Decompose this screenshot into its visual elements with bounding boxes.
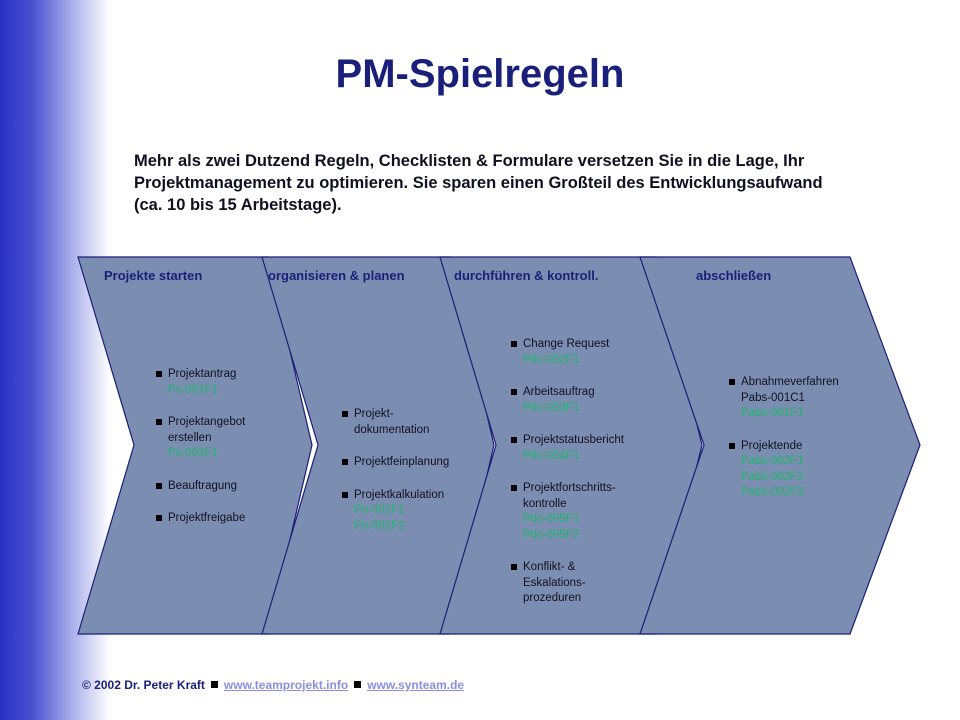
list-item-text: Arbeitsauftrag xyxy=(523,386,595,398)
list-item-text: Projektfeinplanung xyxy=(354,456,450,468)
list-item xyxy=(511,337,661,368)
list-item xyxy=(156,367,286,398)
form-code: Pabs-002F3 xyxy=(741,486,804,498)
list-item-text: Beauftragung xyxy=(168,479,238,492)
list-item-text: Abnahmeverfahren Pabs-001C1 xyxy=(741,376,839,404)
form-code: Ps-002F1 xyxy=(168,447,218,459)
form-code: Pabs-001F1 xyxy=(741,407,804,419)
square-bullet-icon xyxy=(342,459,348,465)
square-bullet-icon xyxy=(156,483,162,489)
footer-link-synteam[interactable]: www.synteam.de xyxy=(367,678,465,692)
form-code: Ps-001F1 xyxy=(168,383,218,396)
square-bullet-icon xyxy=(156,371,162,377)
list-item-text: Projektstatusbericht xyxy=(523,434,624,446)
footer xyxy=(82,678,464,692)
form-code: Pdc-004F1 xyxy=(523,449,580,462)
list-item xyxy=(511,560,661,607)
square-bullet-icon xyxy=(511,389,517,395)
page-title: PM-Spielregeln xyxy=(335,52,625,96)
form-code: Pabs-002F2 xyxy=(741,470,804,483)
footer-link-teamprojekt[interactable]: www.teamprojekt.info xyxy=(223,678,349,692)
square-bullet-icon xyxy=(156,419,162,425)
list-item xyxy=(156,511,286,527)
list-item-text: Projektfortschritts- kontrolle xyxy=(523,482,616,510)
form-code: Pdc-005F2 xyxy=(523,528,580,541)
square-bullet-icon xyxy=(511,564,517,570)
square-bullet-icon xyxy=(511,485,517,491)
list-item-text: Konflikt- & Eskalations- prozeduren xyxy=(523,561,586,604)
list-item xyxy=(511,481,661,543)
footer-separator-icon xyxy=(211,681,218,688)
phase-label-1: Projekte starten xyxy=(104,268,203,283)
list-item-text: Projektfreigabe xyxy=(168,512,246,524)
form-code: Pabs-002F1 xyxy=(741,455,804,467)
form-code: Po-002F2 xyxy=(354,519,405,532)
list-item-text: Change Request xyxy=(523,338,610,350)
square-bullet-icon xyxy=(729,443,735,449)
list-item xyxy=(511,433,661,464)
list-item xyxy=(156,415,286,462)
list-item xyxy=(342,407,477,438)
list-item-text: Projektantrag xyxy=(168,368,237,380)
list-item-text: Projektangebot erstellen xyxy=(168,416,246,444)
intro-text: Mehr als zwei Dutzend Regeln, Checklisten & Formulare versetzen Sie in die Lage, Ihr Projektmanagement zu optimieren. Sie sparen einen Großteil des Entwicklungsaufwand (ca. 10 bis 15 Arbeitstage). xyxy=(134,152,823,214)
square-bullet-icon xyxy=(156,515,162,521)
list-item xyxy=(156,479,286,495)
list-item xyxy=(342,455,477,471)
list-item xyxy=(511,385,661,416)
square-bullet-icon xyxy=(511,437,517,443)
footer-separator-icon xyxy=(354,681,361,688)
phase-label-2: organisieren & planen xyxy=(268,268,405,283)
form-code: Po-002F1 xyxy=(354,504,405,516)
phase-list-2 xyxy=(342,407,477,551)
phase-label-4: abschließen xyxy=(696,268,772,283)
list-item xyxy=(342,488,477,535)
square-bullet-icon xyxy=(342,492,348,498)
phase-list-3 xyxy=(511,337,661,624)
square-bullet-icon xyxy=(342,411,348,417)
phase-label-3: durchführen & kontroll. xyxy=(454,268,599,283)
list-item-text: Projektende xyxy=(741,439,803,452)
list-item-text: Projekt- dokumentation xyxy=(354,408,430,436)
square-bullet-icon xyxy=(511,341,517,347)
form-code: Pdc-003F1 xyxy=(523,401,580,414)
phase-list-4 xyxy=(729,375,869,518)
list-item-text: Projektkalkulation xyxy=(354,488,445,501)
list-item xyxy=(729,375,869,422)
form-code: Pdc-002F1 xyxy=(523,353,580,366)
form-code: Pdc-005F1 xyxy=(523,513,580,525)
square-bullet-icon xyxy=(729,379,735,385)
phase-list-1 xyxy=(156,367,286,544)
footer-copyright: © 2002 Dr. Peter Kraft xyxy=(82,678,205,692)
list-item xyxy=(729,439,869,501)
